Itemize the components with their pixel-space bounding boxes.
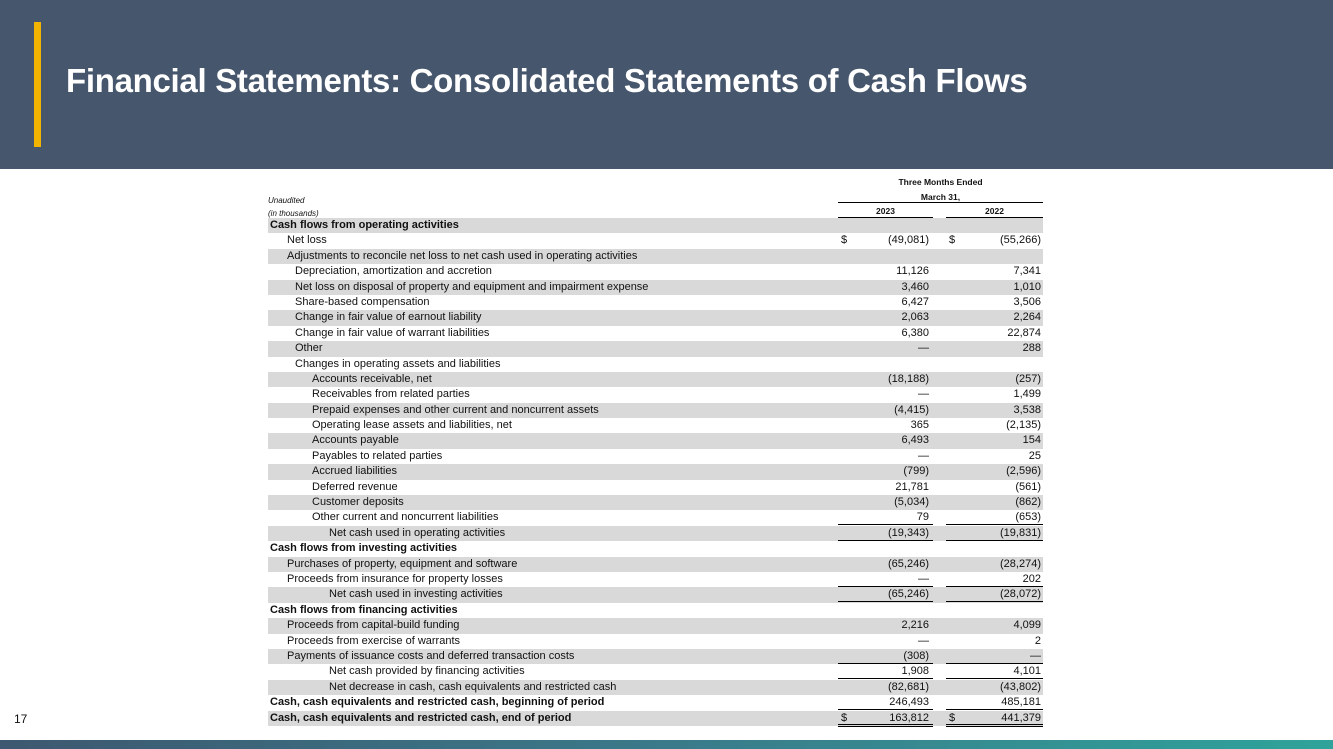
value-2022: 154 [1022, 434, 1041, 447]
year-2023-header: 2023 [838, 206, 933, 218]
table-body [268, 218, 1043, 726]
table-row [268, 480, 1043, 495]
table-row [268, 403, 1043, 418]
value-2022: 2,264 [1013, 311, 1041, 324]
table-row [268, 464, 1043, 479]
table-row [268, 510, 1043, 525]
row-label: Proceeds from capital-build funding [287, 619, 460, 632]
value-2022: (2,596) [1006, 465, 1041, 478]
row-label: Deferred revenue [312, 480, 398, 493]
value-2022: 4,099 [1013, 619, 1041, 632]
table-row [268, 711, 1043, 726]
table-header [268, 172, 1043, 218]
value-2023: — [918, 634, 929, 647]
value-2023-cell [838, 680, 933, 695]
value-2022-cell [946, 372, 1043, 387]
value-2022-cell [946, 587, 1043, 602]
footer-bar [0, 740, 1333, 749]
value-2023: 6,427 [901, 295, 929, 308]
value-2022: 22,874 [1007, 326, 1041, 339]
table-row [268, 495, 1043, 510]
units-label: (in thousands) [268, 209, 319, 218]
value-2022-cell [946, 341, 1043, 356]
year-2022-header: 2022 [946, 206, 1043, 218]
value-2023-cell [838, 341, 933, 356]
value-2022-cell [946, 695, 1043, 710]
value-2022-cell [946, 649, 1043, 664]
value-2023: 2,216 [901, 619, 929, 632]
table-row [268, 264, 1043, 279]
row-label: Payments of issuance costs and deferred transaction costs [287, 649, 575, 662]
value-2023: (19,343) [888, 526, 929, 539]
value-2023-cell [838, 618, 933, 633]
row-label: Proceeds from insurance for property losses [287, 572, 503, 585]
currency-symbol: $ [949, 711, 956, 724]
row-label: Net loss on disposal of property and equipment and impairment expense [295, 280, 649, 293]
row-label: Net loss [287, 234, 327, 247]
table-row [268, 541, 1043, 556]
value-2022-cell [946, 387, 1043, 402]
value-2023-cell [838, 495, 933, 510]
row-label: Proceeds from exercise of warrants [287, 634, 461, 647]
value-2023: (5,034) [894, 496, 929, 509]
value-2023-cell [838, 557, 933, 572]
value-2022: 4,101 [1013, 665, 1041, 678]
value-2023: 2,063 [901, 311, 929, 324]
value-2023-cell [838, 403, 933, 418]
value-2023-cell [838, 649, 933, 664]
value-2023-cell [838, 295, 933, 310]
currency-symbol: $ [841, 711, 848, 724]
table-row [268, 572, 1043, 587]
value-2023: 3,460 [901, 280, 929, 293]
row-label: Net cash used in investing activities [329, 588, 503, 601]
row-label: Net cash provided by financing activities [329, 665, 525, 678]
row-label: Change in fair value of warrant liabilities [295, 326, 490, 339]
row-label: Other [295, 342, 323, 355]
value-2022: (55,266) [1000, 234, 1041, 247]
page-number: 17 [14, 712, 28, 726]
table-row [268, 526, 1043, 541]
value-2022-cell [946, 618, 1043, 633]
value-2022: (862) [1015, 496, 1041, 509]
table-row [268, 695, 1043, 710]
currency-symbol: $ [949, 234, 956, 247]
value-2023: 79 [916, 511, 929, 524]
value-2023-cell [838, 572, 933, 587]
value-2022-cell [946, 680, 1043, 695]
row-label: Operating lease assets and liabilities, net [312, 419, 512, 432]
row-label: Cash, cash equivalents and restricted cash, end of period [270, 711, 572, 724]
row-label: Cash flows from operating activities [270, 219, 459, 231]
value-2023-cell [838, 418, 933, 433]
table-row [268, 341, 1043, 356]
value-2022-cell [946, 495, 1043, 510]
table-row [268, 233, 1043, 248]
value-2022: 485,181 [1001, 696, 1041, 709]
value-2022: 25 [1028, 449, 1041, 462]
row-label: Net cash used in operating activities [329, 526, 506, 539]
table-row [268, 449, 1043, 464]
row-label: Receivables from related parties [312, 388, 470, 401]
value-2023-cell [838, 387, 933, 402]
value-2023-cell [838, 433, 933, 448]
period-header: Three Months Ended [898, 177, 983, 187]
value-2022: (28,274) [1000, 557, 1041, 570]
table-row [268, 218, 1043, 233]
table-row [268, 603, 1043, 618]
value-2022-cell [946, 464, 1043, 479]
table-row [268, 433, 1043, 448]
table-row [268, 664, 1043, 679]
value-2022: — [1030, 649, 1041, 662]
cash-flow-table [268, 172, 1043, 726]
value-2022-cell [946, 634, 1043, 649]
value-2023: — [918, 342, 929, 355]
value-2022-cell [946, 572, 1043, 587]
value-2022: (2,135) [1006, 419, 1041, 432]
value-2022: (19,831) [1000, 526, 1041, 539]
table-row [268, 295, 1043, 310]
value-2023: 163,812 [889, 711, 929, 724]
table-row [268, 680, 1043, 695]
value-2022-cell [946, 664, 1043, 679]
period-underline [838, 202, 1043, 203]
table-row [268, 249, 1043, 264]
value-2023-cell [838, 634, 933, 649]
value-2022: (257) [1015, 372, 1041, 385]
value-2022: 3,506 [1013, 295, 1041, 308]
row-label: Adjustments to reconcile net loss to net cash used in operating activities [287, 249, 638, 262]
value-2023: 11,126 [896, 265, 929, 278]
value-2022-cell [946, 433, 1043, 448]
value-2022-cell [946, 557, 1043, 572]
value-2023: (799) [903, 465, 929, 478]
row-label: Depreciation, amortization and accretion [295, 265, 492, 278]
table-row [268, 357, 1043, 372]
value-2022-cell [946, 711, 1043, 727]
page-title: Financial Statements: Consolidated Statements of Cash Flows [66, 62, 1028, 99]
accent-bar [34, 22, 41, 147]
value-2022: 202 [1022, 572, 1041, 585]
currency-symbol: $ [841, 234, 848, 247]
value-2023-cell [838, 449, 933, 464]
row-label: Payables to related parties [312, 449, 443, 462]
value-2023-cell [838, 280, 933, 295]
value-2022: (653) [1015, 511, 1041, 524]
row-label: Prepaid expenses and other current and noncurrent assets [312, 403, 599, 416]
value-2022-cell [946, 510, 1043, 525]
title-banner [0, 0, 1333, 169]
value-2023-cell [838, 711, 933, 727]
row-label: Cash flows from financing activities [270, 603, 458, 616]
value-2022-cell [946, 310, 1043, 325]
value-2022: 288 [1022, 342, 1041, 355]
row-label: Changes in operating assets and liabilities [295, 357, 501, 370]
value-2022: (43,802) [1000, 680, 1041, 693]
value-2023: — [918, 449, 929, 462]
row-label: Customer deposits [312, 496, 404, 509]
value-2023-cell [838, 526, 933, 541]
row-label: Other current and noncurrent liabilities [312, 511, 499, 524]
value-2023: (65,246) [888, 557, 929, 570]
value-2023-cell [838, 326, 933, 341]
value-2023: (82,681) [888, 680, 929, 693]
value-2023: (308) [903, 649, 929, 662]
value-2023: (18,188) [888, 372, 929, 385]
table-row [268, 557, 1043, 572]
row-label: Cash, cash equivalents and restricted cash, beginning of period [270, 696, 605, 709]
table-row [268, 418, 1043, 433]
value-2022-cell [946, 295, 1043, 310]
value-2023: 365 [910, 419, 929, 432]
value-2022-cell [946, 449, 1043, 464]
value-2022-cell [946, 233, 1043, 248]
table-row [268, 587, 1043, 602]
value-2022: 3,538 [1013, 403, 1041, 416]
value-2023-cell [838, 264, 933, 279]
value-2023: (4,415) [894, 403, 929, 416]
table-row [268, 649, 1043, 664]
table-row [268, 618, 1043, 633]
row-label: Net decrease in cash, cash equivalents and restricted cash [329, 680, 617, 693]
row-label: Purchases of property, equipment and software [287, 557, 518, 570]
value-2022: (28,072) [1000, 588, 1041, 601]
row-label: Accrued liabilities [312, 465, 397, 478]
value-2022: 1,499 [1013, 388, 1041, 401]
value-2023-cell [838, 464, 933, 479]
value-2023-cell [838, 587, 933, 602]
table-row [268, 310, 1043, 325]
value-2023: 1,908 [901, 665, 929, 678]
value-2023: 6,380 [901, 326, 929, 339]
value-2023: 246,493 [889, 696, 929, 709]
value-2023: — [918, 388, 929, 401]
unaudited-label: Unaudited [268, 196, 305, 205]
row-label: Cash flows from investing activities [270, 542, 458, 555]
table-row [268, 280, 1043, 295]
value-2023: 21,781 [895, 480, 929, 493]
row-label: Share-based compensation [295, 295, 430, 308]
table-row [268, 326, 1043, 341]
value-2023: (49,081) [888, 234, 929, 247]
value-2022: 7,341 [1013, 265, 1041, 278]
value-2023: 6,493 [901, 434, 929, 447]
value-2023-cell [838, 310, 933, 325]
value-2023-cell [838, 510, 933, 525]
value-2023-cell [838, 664, 933, 679]
table-row [268, 387, 1043, 402]
row-label: Accounts receivable, net [312, 372, 432, 385]
value-2022-cell [946, 403, 1043, 418]
value-2022-cell [946, 418, 1043, 433]
value-2023-cell [838, 372, 933, 387]
value-2022-cell [946, 264, 1043, 279]
value-2022-cell [946, 526, 1043, 541]
value-2022-cell [946, 280, 1043, 295]
value-2023-cell [838, 233, 933, 248]
value-2022: 2 [1034, 634, 1041, 647]
value-2022-cell [946, 326, 1043, 341]
row-label: Change in fair value of earnout liability [295, 311, 482, 324]
period-date: March 31, [920, 192, 961, 202]
value-2022: 441,379 [1001, 711, 1041, 724]
value-2023: — [918, 572, 929, 585]
value-2023-cell [838, 695, 933, 710]
value-2022-cell [946, 480, 1043, 495]
value-2023-cell [838, 480, 933, 495]
value-2022: 1,010 [1013, 280, 1041, 293]
value-2022: (561) [1015, 480, 1041, 493]
table-row [268, 634, 1043, 649]
value-2023: (65,246) [888, 588, 929, 601]
row-label: Accounts payable [312, 434, 399, 447]
table-row [268, 372, 1043, 387]
